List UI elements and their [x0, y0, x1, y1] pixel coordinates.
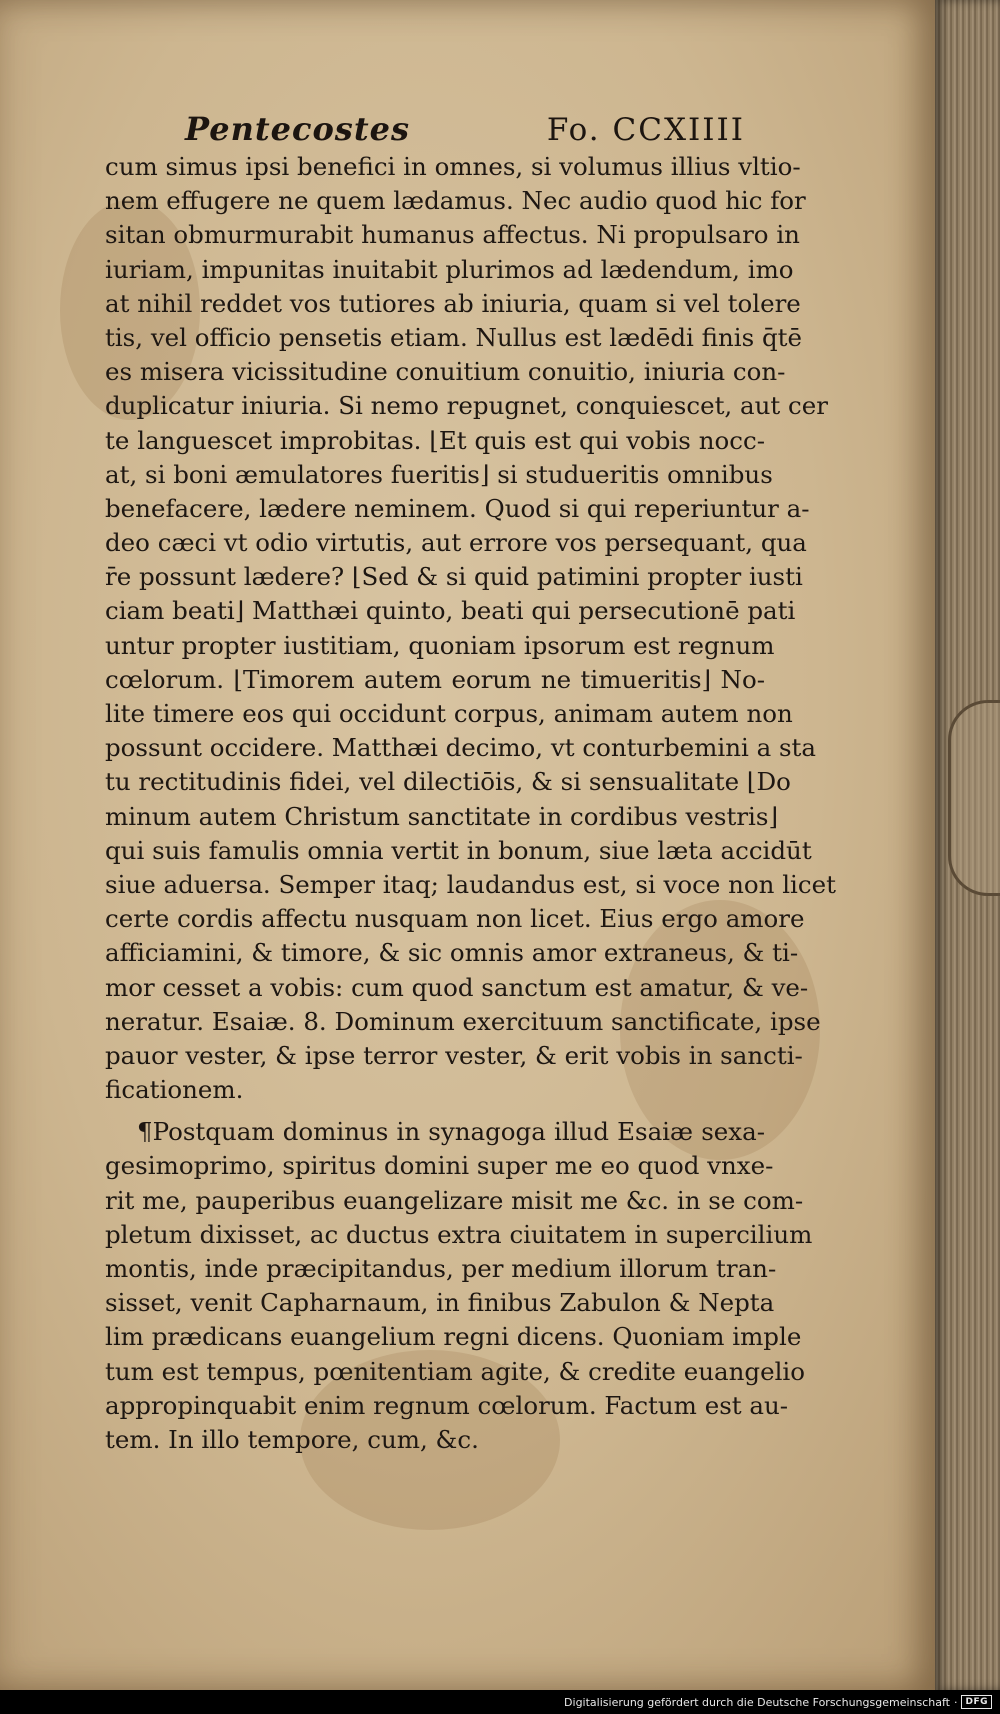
text-line: afficiamini, & timore, & sic omnis amor extraneus, & ti- [105, 938, 799, 968]
text-line: nem effugere ne quem lædamus. Nec audio quod hic for [105, 186, 806, 216]
text-line: at, si boni æmulatores fueritis⌋ si studueritis omnibus [105, 459, 773, 489]
text-line: ¶Postquam dominus in synagoga illud Esaiæ sexa- [137, 1117, 765, 1147]
text-line: pletum dixisset, ac ductus extra ciuitatem in supercilium [105, 1219, 813, 1249]
text-line: r̄e possunt lædere? ⌊Sed & si quid patimini propter iusti [105, 562, 803, 592]
running-title: Pentecostes [185, 110, 410, 148]
text-line: es misera vicissitudine conuitium conuitio, iniuria con- [105, 357, 786, 387]
text-line: qui suis famulis omnia vertit in bonum, siue læta accidūt [105, 835, 812, 865]
footer-credit: Digitalisierung gefördert durch die Deutsche Forschungsgemeinschaft [564, 1695, 950, 1709]
text-line: te languescet improbitas. ⌊Et quis est qui vobis nocc- [105, 425, 765, 455]
text-line: tu rectitudinis fidei, vel dilectiōis, & si sensualitate ⌊Do [105, 767, 791, 797]
text-line: neratur. Esaiæ. 8. Dominum exercituum sanctificate, ipse [105, 1006, 821, 1036]
text-line: benefacere, lædere neminem. Quod si qui reperiuntur a- [105, 493, 810, 523]
text-line: duplicatur iniuria. Si nemo repugnet, conquiescet, aut cer [105, 391, 828, 421]
text-line: minum autem Christum sanctitate in cordibus vestris⌋ [105, 801, 778, 831]
text-line: ficationem. [105, 1075, 244, 1105]
text-line: siue aduersa. Semper itaq; laudandus est, si voce non licet [105, 869, 836, 899]
text-line: deo cæci vt odio virtutis, aut errore vos persequant, qua [105, 528, 807, 558]
text-line: tum est tempus, pœnitentiam agite, & credite euangelio [105, 1356, 805, 1386]
text-line: tis, vel officio pensetis etiam. Nullus est lædēdi finis q̄tē [105, 322, 802, 352]
text-line: iuriam, impunitas inuitabit plurimos ad lædendum, imo [105, 254, 794, 284]
book-clasp [948, 700, 1000, 896]
text-line: certe cordis affectu nusquam non licet. Eius ergo amore [105, 904, 805, 934]
text-line: gesimoprimo, spiritus domini super me eo quod vnxe- [105, 1151, 774, 1181]
paragraph-2 [105, 1115, 813, 1457]
text-line: cœlorum. ⌊Timorem autem eorum ne timueritis⌋ No- [105, 664, 765, 694]
text-line: lim prædicans euangelium regni dicens. Quoniam imple [105, 1322, 802, 1352]
text-line: montis, inde præcipitandus, per medium illorum tran- [105, 1254, 777, 1283]
text-line: appropinquabit enim regnum cœlorum. Factum est au- [105, 1390, 789, 1420]
folio-number: Fo. CCXIIII [546, 112, 745, 148]
text-line: sitan obmurmurabit humanus affectus. Ni propulsaro in [105, 220, 800, 250]
text-line: ciam beati⌋ Matthæi quinto, beati qui persecutionē pati [105, 596, 796, 626]
text-line: tem. In illo tempore, cum, &c. [105, 1424, 479, 1454]
text-line: sisset, venit Capharnaum, in finibus Zabulon & Nepta [105, 1288, 775, 1318]
text-line: untur propter iustitiam, quoniam ipsorum est regnum [105, 630, 775, 660]
paragraph-1 [105, 150, 836, 1107]
digitization-footer: Digitalisierung gefördert durch die Deutsche Forschungsgemeinschaft · DFG [0, 1690, 1000, 1714]
dfg-logo: DFG [961, 1695, 992, 1709]
text-line: lite timere eos qui occidunt corpus, animam autem non [105, 699, 793, 728]
text-line: pauor vester, & ipse terror vester, & erit vobis in sancti- [105, 1040, 803, 1070]
text-line: cum simus ipsi benefici in omnes, si volumus illius vltio- [105, 152, 801, 181]
main-text-block [105, 150, 836, 1457]
text-line: mor cesset a vobis: cum quod sanctum est amatur, & ve- [105, 972, 809, 1002]
text-line: possunt occidere. Matthæi decimo, vt conturbemini a sta [105, 733, 817, 763]
text-line: at nihil reddet vos tutiores ab iniuria, quam si vel tolere [105, 288, 801, 318]
text-line: rit me, pauperibus euangelizare misit me &c. in se com- [105, 1185, 804, 1215]
